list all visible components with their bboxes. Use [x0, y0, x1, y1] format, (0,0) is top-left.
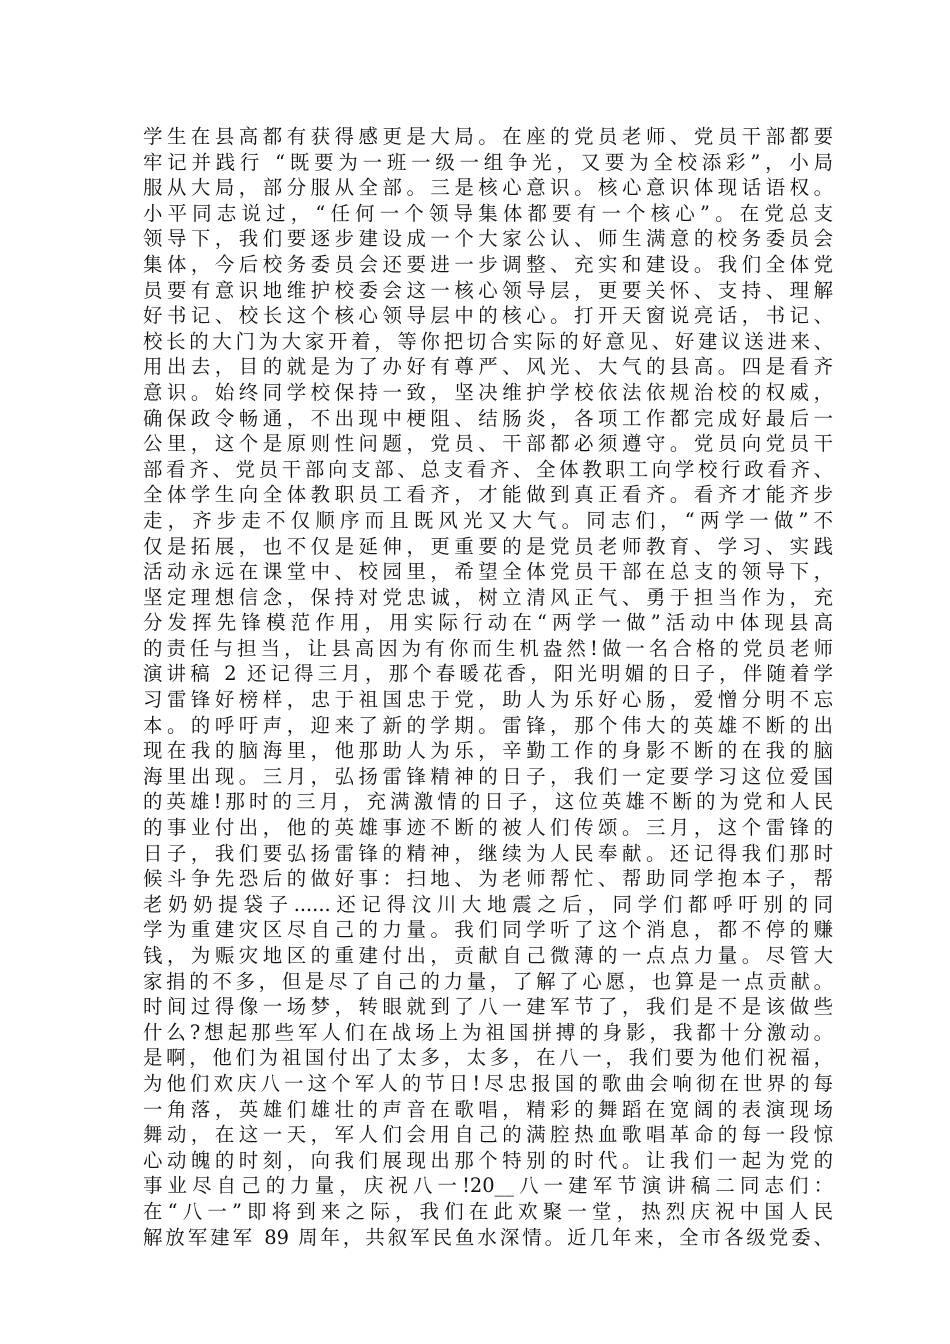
text-line: 演讲稿 2 还记得三月，那个春暖花香，阳光明媚的日子，伴随着学 [143, 662, 833, 686]
text-line: 舞动，在这一天，军人们会用自己的满腔热血歌唱革命的每一段惊 [143, 1123, 833, 1147]
text-line: 解放军建军 89 周年，共叙军民鱼水深情。近几年来，全市各级党委、 [143, 1225, 833, 1249]
text-line: 老奶奶提袋子......还记得汶川大地震之后，同学们都呼吁别的同 [143, 892, 833, 916]
text-line: 现在我的脑海里，他那助人为乐，辛勤工作的身影不断的在我的脑 [143, 739, 833, 763]
text-line: 校长的大门为大家开着，等你把切合实际的好意见、好建议送进来、 [143, 329, 833, 353]
text-line: 坚定理想信念，保持对党忠诚，树立清风正气、勇于担当作为，充 [143, 585, 833, 609]
text-line: 员要有意识地维护校委会这一核心领导层，更要关怀、支持、理解 [143, 278, 833, 302]
text-line: 习雷锋好榜样，忠于祖国忠于党，助人为乐好心肠，爱憎分明不忘 [143, 688, 833, 712]
text-line: 的英雄!那时的三月，充满激情的日子，这位英雄不断的为党和人民 [143, 790, 833, 814]
text-line: 集体，今后校务委员会还要进一步调整、充实和建设。我们全体党 [143, 252, 833, 276]
text-line: 本。的呼吁声，迎来了新的学期。雷锋，那个伟大的英雄不断的出 [143, 713, 833, 737]
text-line: 分发挥先锋模范作用，用实际行动在“两学一做”活动中体现县高 [143, 611, 833, 635]
text-line: 的责任与担当，让县高因为有你而生机盎然!做一名合格的党员老师 [143, 636, 833, 660]
text-line: 用出去，目的就是为了办好有尊严、风光、大气的县高。四是看齐 [143, 355, 833, 379]
text-line: 好书记、校长这个核心领导层中的核心。打开天窗说亮话，书记、 [143, 304, 833, 328]
text-line: 什么?想起那些军人们在战场上为祖国拼搏的身影，我都十分激动。 [143, 1020, 833, 1044]
body-text [143, 124, 833, 1250]
text-line: 全体学生向全体教职员工看齐，才能做到真正看齐。看齐才能齐步 [143, 483, 833, 507]
text-line: 的事业付出，他的英雄事迹不断的被人们传颂。三月，这个雷锋的 [143, 816, 833, 840]
text-line: 意识。始终同学校保持一致，坚决维护学校依法依规治校的权威， [143, 380, 833, 404]
text-line: 在“八一”即将到来之际，我们在此欢聚一堂，热烈庆祝中国人民 [143, 1199, 833, 1223]
text-line: 日子，我们要弘扬雷锋的精神，继续为人民奉献。还记得我们那时 [143, 841, 833, 865]
text-line: 仅是拓展，也不仅是延伸，更重要的是党员老师教育、学习、实践 [143, 534, 833, 558]
text-line: 牢记并践行 “既要为一班一级一组争光，又要为全校添彩”，小局 [143, 150, 833, 174]
text-line: 公里，这个是原则性问题，党员、干部都必须遵守。党员向党员干 [143, 432, 833, 456]
text-line: 学为重建灾区尽自己的力量。我们同学听了这个消息，都不停的赚 [143, 918, 833, 942]
text-line: 部看齐、党员干部向支部、总支看齐、全体教职工向学校行政看齐、 [143, 457, 833, 481]
text-line: 为他们欢庆八一这个军人的节日!尽忠报国的歌曲会响彻在世界的每 [143, 1071, 833, 1095]
text-line: 家捐的不多，但是尽了自己的力量，了解了心愿，也算是一点贡献。 [143, 969, 833, 993]
text-line: 事业尽自己的力量，庆祝八一!20__八一建军节演讲稿二同志们： [143, 1174, 833, 1198]
text-line: 是啊，他们为祖国付出了太多，太多，在八一，我们要为他们祝福， [143, 1046, 833, 1070]
text-line: 一角落，英雄们雄壮的声音在歌唱，精彩的舞蹈在宽阔的表演现场 [143, 1097, 833, 1121]
text-line: 时间过得像一场梦，转眼就到了八一建军节了，我们是不是该做些 [143, 995, 833, 1019]
text-line: 走，齐步走不仅顺序而且既风光又大气。同志们，“两学一做”不 [143, 508, 833, 532]
text-line: 确保政令畅通，不出现中梗阻、结肠炎，各项工作都完成好最后一 [143, 406, 833, 430]
text-line: 钱，为赈灾地区的重建付出，贡献自己微薄的一点点力量。尽管大 [143, 944, 833, 967]
text-line: 学生在县高都有获得感更是大局。在座的党员老师、党员干部都要 [143, 125, 833, 148]
text-line: 活动永远在课堂中、校园里，希望全体党员干部在总支的领导下， [143, 560, 833, 584]
text-line: 心动魄的时刻，向我们展现出那个特别的时代。让我们一起为党的 [143, 1148, 833, 1172]
text-line: 海里出现。三月，弘扬雷锋精神的日子，我们一定要学习这位爱国 [143, 764, 833, 788]
text-line: 服从大局，部分服从全部。三是核心意识。核心意识体现话语权。 [143, 176, 833, 200]
text-line: 小平同志说过，“任何一个领导集体都要有一个核心”。在党总支 [143, 201, 833, 225]
text-line: 领导下，我们要逐步建设成一个大家公认、师生满意的校务委员会 [143, 227, 833, 251]
text-line: 候斗争先恐后的做好事：扫地、为老师帮忙、帮助同学抱本子，帮 [143, 867, 833, 891]
